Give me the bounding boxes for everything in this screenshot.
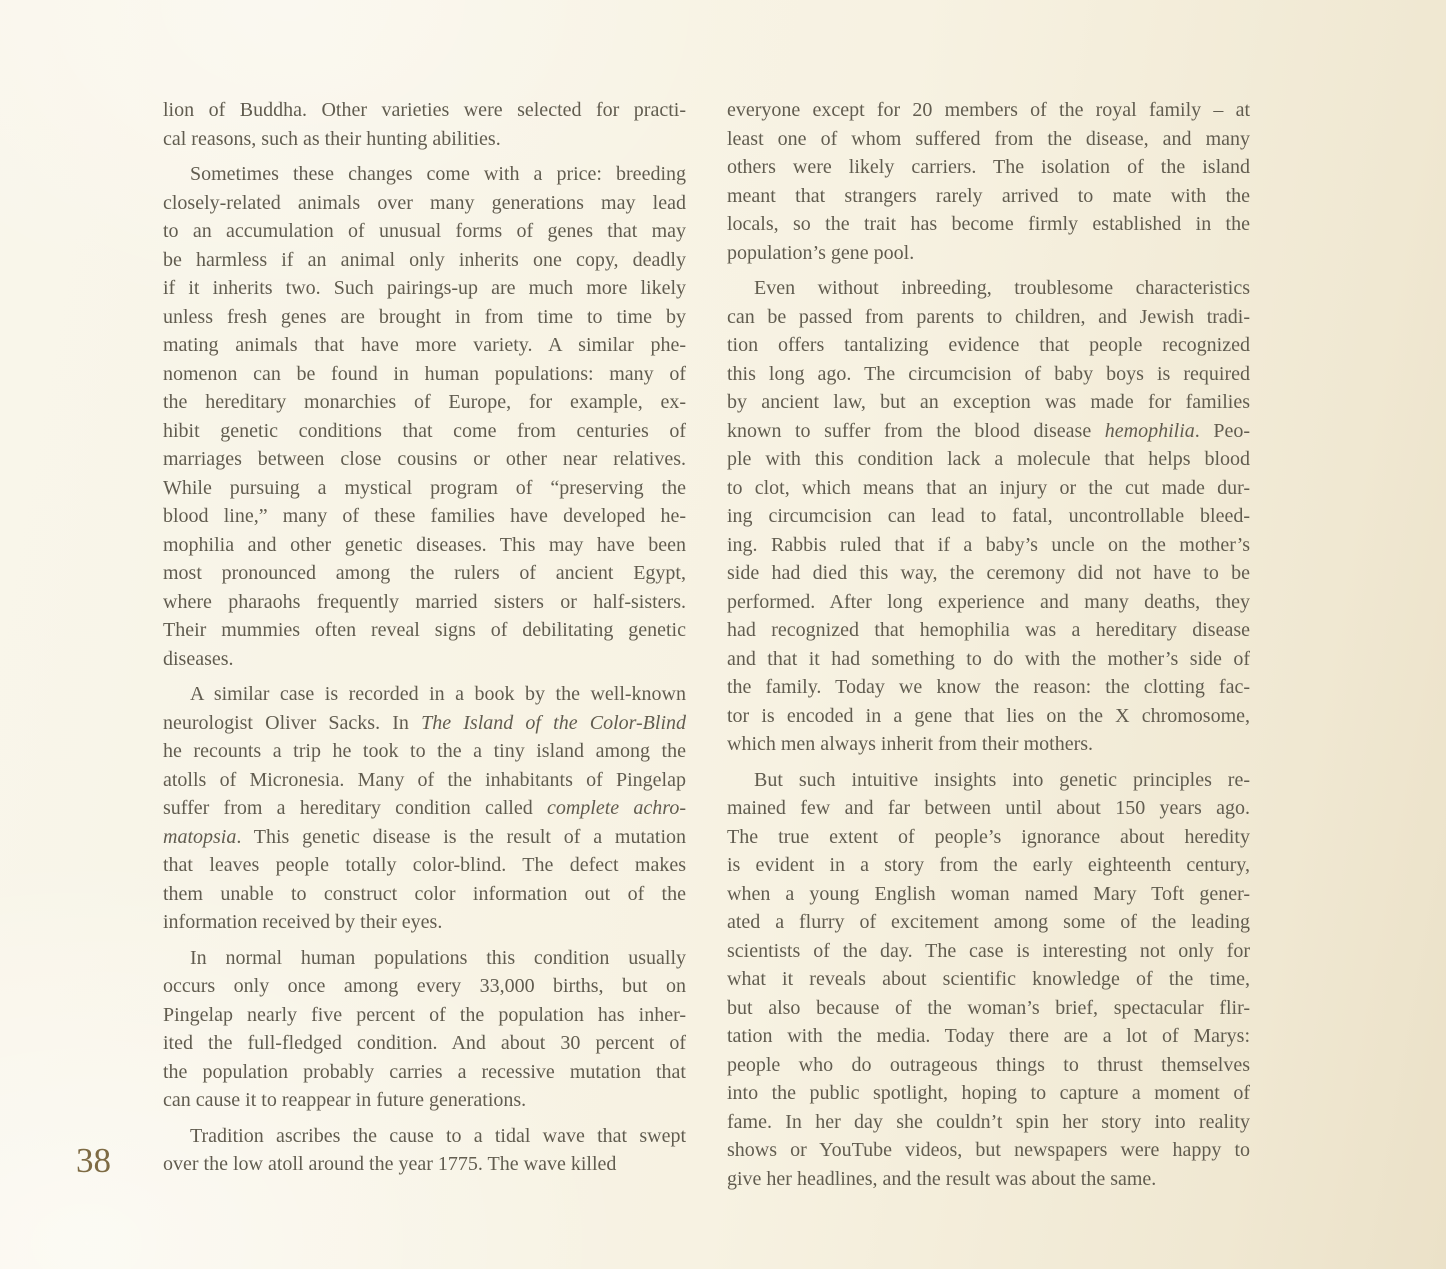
text-line: shows or YouTube videos, but newspapers were happy to — [727, 1139, 1250, 1161]
text-line: can be passed from parents to children, and Jewish tradi- — [727, 305, 1250, 328]
text-line: least one of whom suffered from the disease, and many — [727, 127, 1250, 150]
text-line: occurs only once among every 33,000 births, but on — [163, 975, 686, 997]
text-line: people who do outrageous things to thrust themselves — [727, 1053, 1250, 1076]
text-line: atolls of Micronesia. Many of the inhabitants of Pingelap — [163, 768, 686, 791]
text-line: he recounts a trip he took to the a tiny island among the — [163, 740, 686, 762]
text-line: nomenon can be found in human populations: many of — [163, 362, 686, 385]
text-line: side had died this way, the ceremony did not have to be — [727, 562, 1250, 584]
text-line: is evident in a story from the early eighteenth century, — [727, 854, 1250, 876]
text-line: had recognized that hemophilia was a hereditary disease — [727, 619, 1250, 641]
text-line: ited the full-fledged condition. And about 30 percent of — [163, 1032, 686, 1054]
text-line: matopsia. This genetic disease is the result of a mutation — [163, 825, 686, 848]
text-line: lion of Buddha. Other varieties were selected for practi- — [163, 99, 686, 121]
text-line: mophilia and other genetic diseases. This may have been — [163, 533, 686, 556]
paragraph — [163, 944, 686, 1115]
text-column-right — [727, 96, 1250, 1193]
text-line: information received by their eyes. — [163, 911, 443, 933]
text-line: tation with the media. Today there are a lot of Marys: — [727, 1025, 1250, 1047]
paragraph — [727, 96, 1250, 267]
text-line: most pronounced among the rulers of ancient Egypt, — [163, 562, 686, 584]
text-line: everyone except for 20 members of the royal family – at — [727, 99, 1250, 121]
text-line: mating animals that have more variety. A similar phe- — [163, 334, 686, 356]
text-line: be harmless if an animal only inherits one copy, deadly — [163, 248, 686, 271]
text-line: meant that strangers rarely arrived to mate with the — [727, 184, 1250, 207]
text-line: scientists of the day. The case is interesting not only for — [727, 939, 1250, 962]
text-line: tion offers tantalizing evidence that people recognized — [727, 334, 1250, 356]
page-number: 38 — [76, 1141, 111, 1180]
text-line: the family. Today we know the reason: the clotting fac- — [727, 676, 1250, 698]
text-line: closely-related animals over many generations may lead — [163, 191, 686, 214]
paragraph — [163, 1122, 686, 1179]
text-line: by ancient law, but an exception was made for families — [727, 391, 1250, 413]
text-line: cal reasons, such as their hunting abilities. — [163, 127, 501, 150]
paragraph — [727, 766, 1250, 1194]
text-line: to an accumulation of unusual forms of genes that may — [163, 220, 686, 242]
text-line: fame. In her day she couldn’t spin her story into reality — [727, 1110, 1250, 1133]
text-line: neurologist Oliver Sacks. In The Island of the Color-Blind — [163, 711, 686, 734]
text-line: the hereditary monarchies of Europe, for example, ex- — [163, 391, 686, 413]
text-line: suffer from a hereditary condition called complete achro- — [163, 797, 686, 819]
text-line: Pingelap nearly five percent of the population has inher- — [163, 1003, 686, 1026]
text-line: and that it had something to do with the mother’s side of — [727, 647, 1250, 670]
text-line: ing circumcision can lead to fatal, uncontrollable bleed- — [727, 505, 1250, 527]
text-line: Tradition ascribes the cause to a tidal wave that swept — [190, 1124, 686, 1147]
text-line: tor is encoded in a gene that lies on the X chromosome, — [727, 704, 1250, 727]
text-line: others were likely carriers. The isolation of the island — [727, 156, 1250, 178]
text-line: The true extent of people’s ignorance about heredity — [727, 825, 1250, 848]
text-line: when a young English woman named Mary Toft gener- — [727, 882, 1250, 905]
text-line: blood line,” many of these families have developed he- — [163, 505, 686, 527]
paragraph — [163, 160, 686, 673]
text-line: ple with this condition lack a molecule that helps blood — [727, 448, 1250, 470]
paragraph — [727, 274, 1250, 759]
text-line: A similar case is recorded in a book by the well-known — [190, 683, 686, 705]
text-line: into the public spotlight, hoping to capture a moment of — [727, 1082, 1250, 1104]
text-line: that leaves people totally color-blind. The defect makes — [163, 854, 686, 876]
text-line: unless fresh genes are brought in from time to time by — [163, 305, 686, 328]
text-column-left — [163, 96, 686, 1179]
text-line: over the low atoll around the year 1775. The wave killed — [163, 1153, 617, 1175]
text-line: ing. Rabbis ruled that if a baby’s uncle on the mother’s — [727, 533, 1250, 556]
text-line: While pursuing a mystical program of “preserving the — [163, 476, 686, 499]
text-line: known to suffer from the blood disease hemophilia. Peo- — [727, 419, 1250, 442]
text-line: them unable to construct color information out of the — [163, 882, 686, 905]
text-line: can cause it to reappear in future generations. — [163, 1089, 527, 1111]
text-line: where pharaohs frequently married sisters or half-sisters. — [163, 590, 686, 613]
text-line: which men always inherit from their mothers. — [727, 733, 1094, 755]
text-line: But such intuitive insights into genetic principles re- — [754, 768, 1250, 791]
paragraph — [163, 96, 686, 153]
text-line: performed. After long experience and many deaths, they — [727, 590, 1250, 613]
text-line: In normal human populations this condition usually — [190, 946, 686, 969]
text-line: population’s gene pool. — [727, 241, 915, 264]
text-line: ated a flurry of excitement among some of the leading — [727, 911, 1250, 933]
text-line: what it reveals about scientific knowledge of the time, — [727, 968, 1250, 990]
text-line: mained few and far between until about 150 years ago. — [727, 797, 1250, 819]
text-line: hibit genetic conditions that come from centuries of — [163, 419, 686, 442]
text-line: Sometimes these changes come with a price: breeding — [190, 163, 686, 185]
text-line: locals, so the trait has become firmly established in the — [727, 213, 1250, 235]
paragraph — [163, 680, 686, 937]
text-line: Their mummies often reveal signs of debilitating genetic — [163, 619, 686, 641]
text-line: give her headlines, and the result was about the same. — [727, 1167, 1157, 1190]
text-line: the population probably carries a recessive mutation that — [163, 1060, 686, 1083]
text-line: this long ago. The circumcision of baby boys is required — [727, 362, 1250, 385]
text-line: to clot, which means that an injury or the cut made dur- — [727, 476, 1250, 499]
text-line: diseases. — [163, 647, 234, 670]
text-line: if it inherits two. Such pairings-up are much more likely — [163, 277, 686, 299]
text-line: but also because of the woman’s brief, spectacular flir- — [727, 996, 1250, 1019]
text-line: marriages between close cousins or other near relatives. — [163, 448, 686, 470]
text-line: Even without inbreeding, troublesome characteristics — [754, 277, 1250, 299]
